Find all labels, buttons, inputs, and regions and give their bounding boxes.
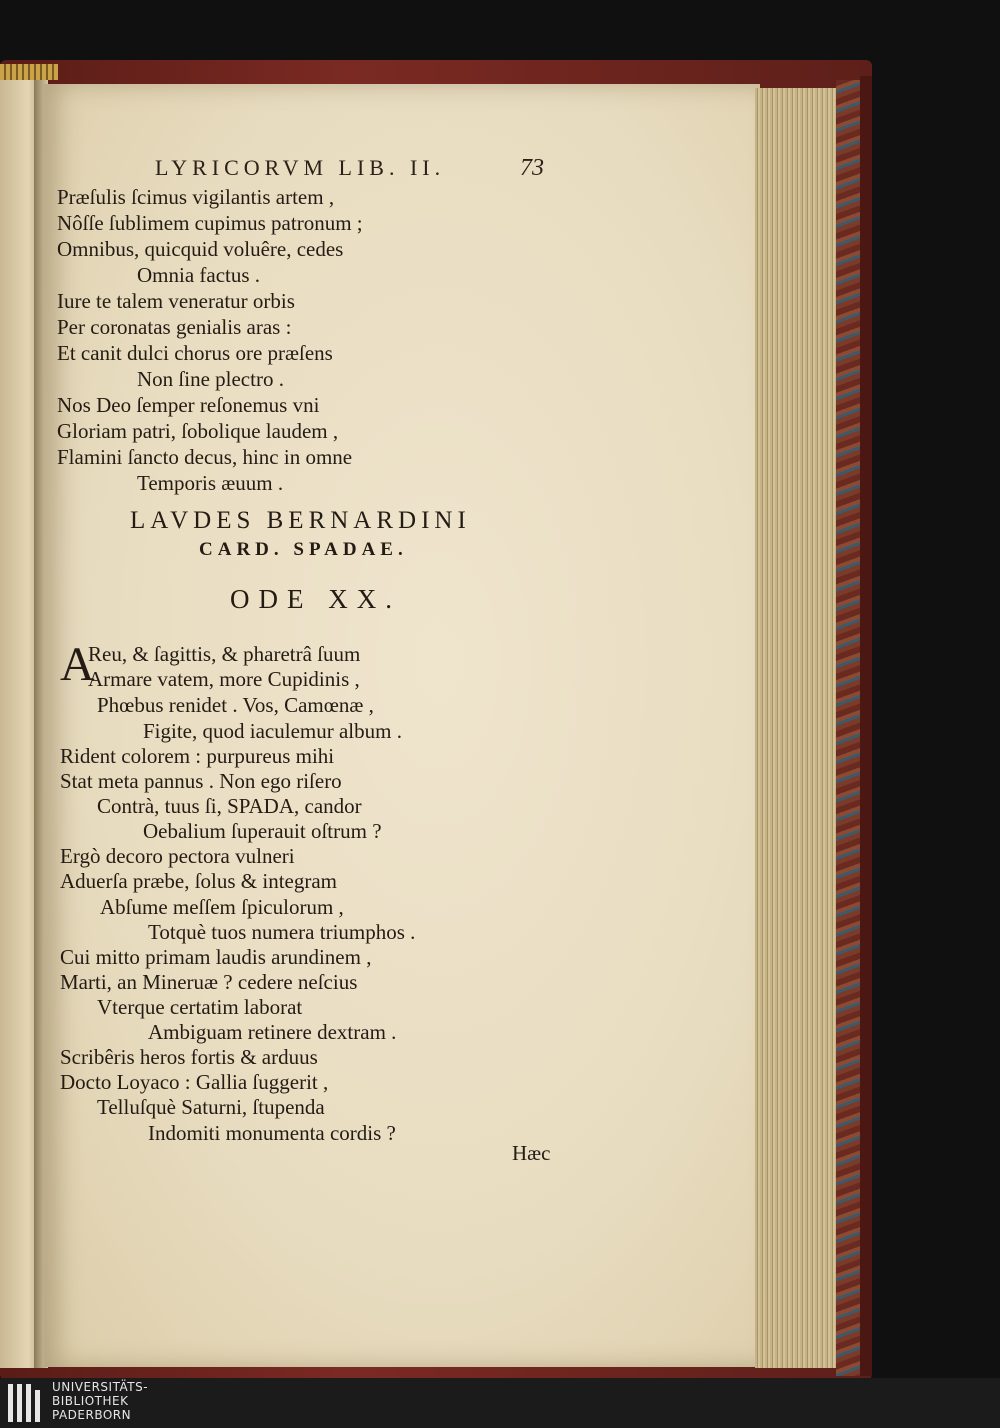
verse-line: Totquè tuos numera triumphos . — [148, 920, 416, 944]
verse-line: Stat meta pannus . Non ego riſero — [60, 769, 342, 793]
verse-line: Scribêris heros fortis & arduus — [60, 1045, 318, 1069]
verse-line: Docto Loyaco : Gallia ſuggerit , — [60, 1070, 329, 1094]
book-headband — [0, 64, 58, 80]
logo-line-2: BIBLIOTHEK — [52, 1394, 129, 1408]
verse-line: Figite, quod iaculemur album . — [143, 719, 402, 743]
cover-edge — [860, 76, 872, 1376]
verse-line: Reu, & ſagittis, & pharetrâ ſuum — [88, 642, 361, 666]
verse-line: Cui mitto primam laudis arundinem , — [60, 945, 372, 969]
drop-cap: A — [60, 638, 95, 691]
verse-line: Omnia factus . — [137, 263, 261, 287]
verse-line: Aduerſa præbe, ſolus & integram — [60, 869, 338, 893]
marbled-edge — [836, 80, 862, 1376]
verse-line: Omnibus, quicquid voluêre, cedes — [57, 237, 344, 261]
verse-line: Gloriam patri, ſobolique laudem , — [57, 419, 339, 443]
logo-line-3: PADERBORN — [52, 1408, 132, 1422]
verse-line: Phœbus renidet . Vos, Camœnæ , — [97, 693, 374, 717]
ode-title: LAVDES BERNARDINI — [130, 507, 471, 534]
verse-line: Per coronatas genialis aras : — [57, 315, 292, 339]
ode-number: ODE XX. — [230, 584, 401, 614]
running-head: LYRICORVM LIB. II. — [155, 155, 446, 180]
verse-line: Contrà, tuus ſi, SPADA, candor — [97, 794, 362, 818]
verse-line: Et canit dulci chorus ore præſens — [57, 341, 333, 365]
verse-line: Nôſſe ſublimem cupimus patronum ; — [57, 211, 363, 235]
verse-line: Nos Deo ſemper reſonemus vni — [57, 393, 320, 417]
page-block-edge — [755, 88, 837, 1368]
university-library-logo-icon — [6, 1382, 44, 1424]
verse-line: Rident colorem : purpureus mihi — [60, 744, 335, 768]
logo-line-1: UNIVERSITÄTS- — [52, 1380, 149, 1394]
library-logo-text — [52, 1380, 148, 1422]
verse-line: Indomiti monumenta cordis ? — [148, 1121, 396, 1145]
footer-bar — [0, 1378, 1000, 1428]
verse-line: Non ſine plectro . — [137, 367, 284, 391]
verse-line: Marti, an Mineruæ ? cedere neſcius — [60, 970, 358, 994]
ode-subtitle: CARD. SPADAE. — [199, 539, 408, 560]
verse-line: Abſume meſſem ſpiculorum , — [100, 895, 344, 919]
verse-line: Temporis æuum . — [137, 471, 284, 495]
verse-line: Ambiguam retinere dextram . — [148, 1020, 397, 1044]
page-number: 73 — [520, 155, 544, 181]
verse-line: Præſulis ſcimus vigilantis artem , — [57, 185, 335, 209]
verse-line: Telluſquè Saturni, ſtupenda — [97, 1095, 325, 1119]
verse-line: Ergò decoro pectora vulneri — [60, 844, 295, 868]
verse-line: Oebalium ſuperauit oſtrum ? — [143, 819, 382, 843]
verse-line: Armare vatem, more Cupidinis , — [88, 667, 360, 691]
verse-line: Flamini ſancto decus, hinc in omne — [57, 445, 353, 469]
verse-line: Vterque certatim laborat — [97, 995, 303, 1019]
verse-line: Iure te talem veneratur orbis — [57, 289, 295, 313]
catchword: Hæc — [512, 1141, 551, 1165]
